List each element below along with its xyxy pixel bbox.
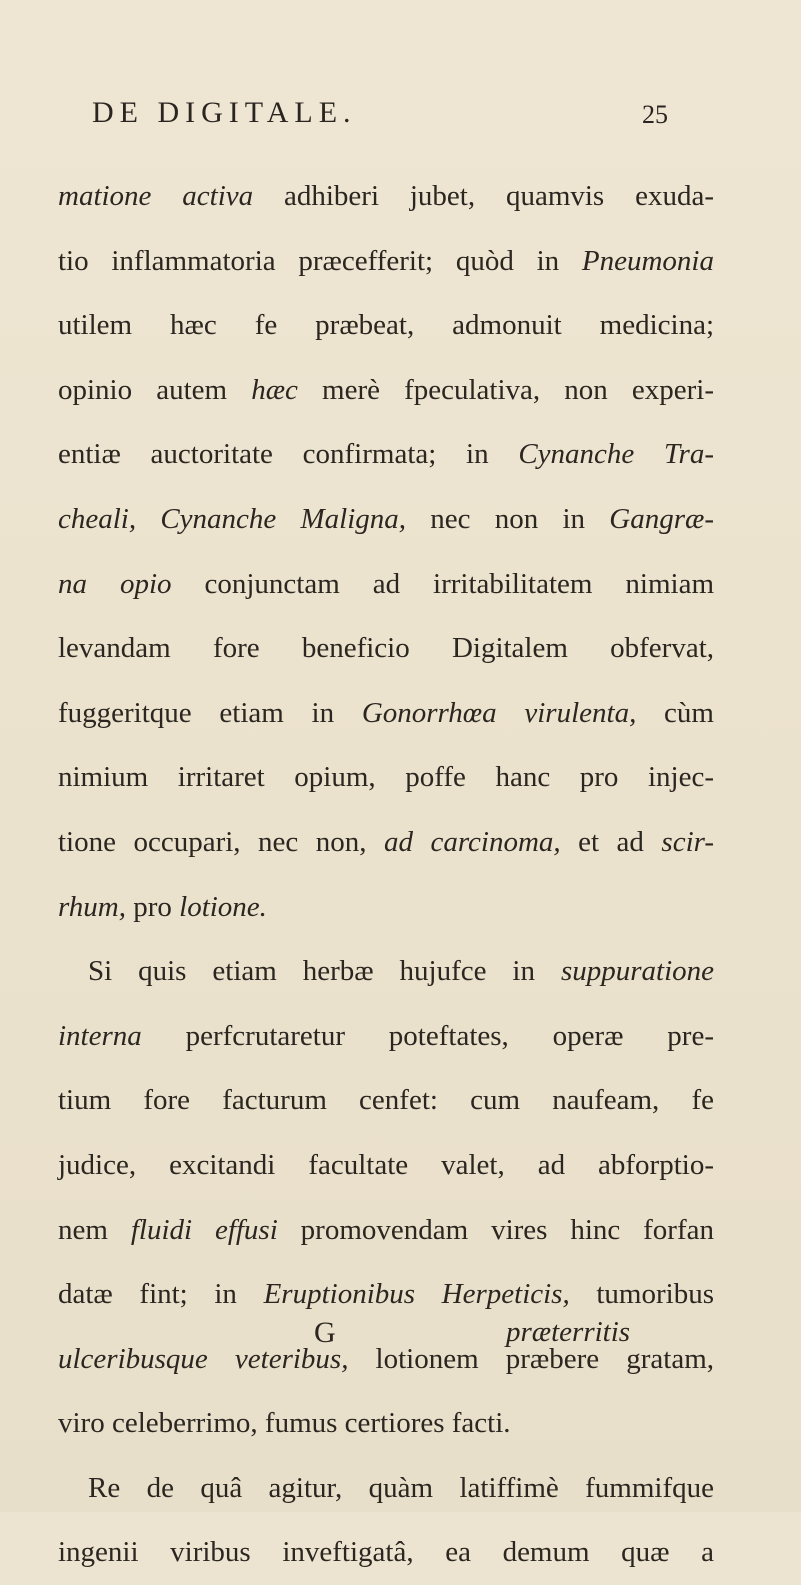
italic-segment: matione activa bbox=[58, 180, 254, 212]
text-segment: datæ fint; in bbox=[58, 1278, 264, 1311]
text-segment: promovendam vires hinc forfan bbox=[277, 1213, 714, 1246]
text-line bbox=[58, 358, 714, 423]
signature-mark: G bbox=[314, 1316, 336, 1349]
text-segment: conjunctam ad irritabilitatem nimiam bbox=[171, 567, 715, 600]
italic-segment: lotione. bbox=[179, 890, 267, 923]
text-line bbox=[58, 1198, 714, 1263]
catchword: præterritis bbox=[506, 1316, 631, 1348]
text-line bbox=[58, 810, 714, 875]
text-segment: fuggeritque etiam in bbox=[58, 696, 362, 729]
text-line bbox=[58, 487, 714, 552]
text-segment: tione occupari, nec non, bbox=[58, 825, 384, 858]
text-line bbox=[58, 875, 714, 940]
italic-segment: suppuratione bbox=[560, 955, 714, 988]
text-segment: pro bbox=[125, 890, 180, 923]
text-segment: adhiberi jubet, quamvis exuda- bbox=[253, 180, 714, 212]
text-line bbox=[58, 681, 714, 746]
text-segment: levandam fore beneficio Digitalem obfervat, bbox=[58, 632, 714, 665]
text-line bbox=[58, 939, 714, 1004]
text-segment: ingenii viribus inveftigatâ, ea demum quæ a bbox=[58, 1536, 714, 1569]
text-line bbox=[58, 422, 714, 487]
page-footer bbox=[0, 1316, 801, 1366]
italic-segment: cheali, Cynanche Maligna, bbox=[58, 502, 407, 535]
text-line bbox=[58, 1456, 714, 1521]
italic-segment: Gangræ- bbox=[609, 502, 714, 535]
text-segment: nem bbox=[58, 1213, 131, 1246]
running-head: DE DIGITALE. bbox=[92, 96, 357, 129]
text-line bbox=[58, 616, 714, 681]
italic-segment: interna bbox=[58, 1019, 142, 1052]
page-header bbox=[92, 96, 712, 136]
italic-segment: Eruptionibus Herpeticis, bbox=[263, 1278, 570, 1311]
text-segment: Si quis etiam herbæ hujufce in bbox=[88, 955, 561, 988]
text-segment: viro celeberrimo, fumus certiores facti. bbox=[58, 1407, 511, 1440]
text-line bbox=[58, 164, 714, 229]
italic-segment: rhum, bbox=[58, 890, 126, 923]
text-line bbox=[58, 1391, 714, 1456]
italic-segment: fluidi effusi bbox=[130, 1213, 278, 1246]
text-line bbox=[58, 745, 714, 810]
italic-segment: ulceribusque veteribus, bbox=[58, 1342, 349, 1375]
text-segment: merè fpeculativa, non experi- bbox=[297, 373, 714, 406]
italic-segment: scir- bbox=[661, 825, 714, 858]
text-segment: nimium irritaret opium, poffe hanc pro injec- bbox=[58, 761, 714, 794]
text-segment: perfcrutaretur poteftates, operæ pre- bbox=[141, 1019, 714, 1052]
text-line bbox=[58, 293, 714, 358]
italic-segment: ad carcinoma, bbox=[383, 825, 561, 858]
text-segment: nec non in bbox=[406, 502, 610, 535]
text-segment: cùm bbox=[636, 696, 714, 729]
text-segment: entiæ auctoritate confirmata; in bbox=[58, 438, 519, 471]
text-line bbox=[58, 552, 714, 617]
text-line bbox=[58, 1133, 714, 1198]
text-segment: judice, excitandi facultate valet, ad abforptio- bbox=[58, 1148, 714, 1181]
page-number: 25 bbox=[642, 100, 668, 129]
italic-segment: hæc bbox=[251, 373, 298, 406]
italic-segment: Pneumonia bbox=[581, 244, 714, 277]
text-line bbox=[58, 1520, 714, 1585]
text-segment: tumoribus bbox=[569, 1278, 714, 1311]
body-text bbox=[58, 164, 714, 1585]
text-line bbox=[58, 1068, 714, 1133]
text-segment: opinio autem bbox=[58, 373, 252, 406]
text-segment: et ad bbox=[560, 825, 662, 858]
text-segment: Re de quâ agitur, quàm latiffimè fummifque bbox=[88, 1471, 714, 1504]
text-segment: lotionem præbere gratam, bbox=[348, 1342, 714, 1375]
text-segment: utilem hæc fe præbeat, admonuit medicina; bbox=[58, 309, 714, 342]
text-line bbox=[58, 229, 714, 294]
text-line bbox=[58, 1004, 714, 1069]
text-segment: tio inflammatoria præcefferit; quòd in bbox=[58, 244, 582, 277]
italic-segment: Gonorrhœa virulenta, bbox=[361, 696, 637, 729]
italic-segment: Cynanche Tra- bbox=[518, 438, 714, 471]
italic-segment: na opio bbox=[58, 567, 172, 600]
text-segment: tium fore facturum cenfet: cum naufeam, fe bbox=[58, 1084, 714, 1117]
